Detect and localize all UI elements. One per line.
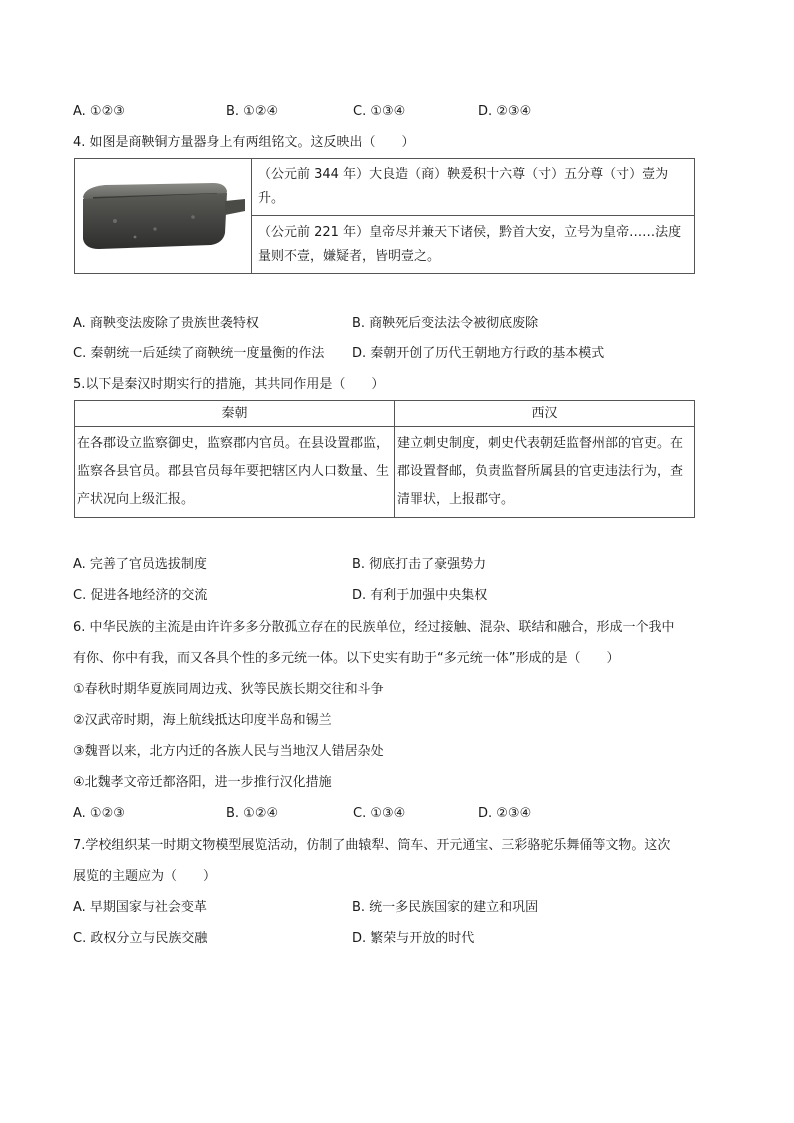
q5-cell-xihan: 建立刺史制度，刺史代表朝廷监督州部的官吏。在郡设置督邮，负责监督所属县的官吏违法行为，查清罪状，上报郡守。: [397, 436, 684, 507]
q5-cell-qin: 在各郡设立监察御史，监察郡内官员。在县设置郡监，监察各县官员。郡县官员每年要把辖区内人口数量、生产状况向上级汇报。: [75, 427, 395, 517]
q6-stem-line2: 有你、你中有我，而又各具个性的多元统一体。以下史实有助于“多元统一体”形成的是（ ）: [73, 651, 620, 666]
q4-option-a[interactable]: A. 商鞅变法废除了贵族世袭特权: [73, 316, 259, 331]
q6-options: [73, 805, 633, 823]
q4-option-c[interactable]: C. 秦朝统一后延续了商鞅统一度量衡的作法: [73, 346, 325, 361]
q4-stem: 4. 如图是商鞅铜方量器身上有两组铭文。这反映出（ ）: [73, 135, 415, 150]
q6-item-3: ③魏晋以来，北方内迁的各族人民与当地汉人错居杂处: [73, 744, 384, 759]
q7-option-c[interactable]: C. 政权分立与民族交融: [73, 931, 208, 946]
q5-option-b[interactable]: B. 彻底打击了豪强势力: [352, 557, 487, 572]
q4-options-row2: [73, 345, 713, 363]
q5-header-xihan: 西汉: [395, 401, 694, 427]
q3-options: [73, 103, 633, 121]
q5-options-row1: [73, 556, 713, 574]
q3-option-d[interactable]: D. ②③④: [478, 104, 532, 119]
q3-option-c[interactable]: C. ①③④: [353, 104, 406, 119]
q4-option-b[interactable]: B. 商鞅死后变法法令被彻底废除: [352, 316, 539, 331]
q7-option-b[interactable]: B. 统一多民族国家的建立和巩固: [352, 900, 539, 915]
bronze-measure-icon: [75, 159, 251, 273]
q5-option-c[interactable]: C. 促进各地经济的交流: [73, 588, 208, 603]
q3-option-b[interactable]: B. ①②④: [226, 104, 279, 119]
q4-options-row1: [73, 315, 713, 333]
q6-stem-line1: 6. 中华民族的主流是由许许多多分散孤立存在的民族单位，经过接触、混杂、联结和融合，形成一个我中: [73, 620, 675, 635]
q7-stem-line1: 7.学校组织某一时期文物模型展览活动，仿制了曲辕犁、筒车、开元通宝、三彩骆驼乐舞俑等文物。这次: [73, 838, 671, 853]
q7-options-row1: [73, 899, 713, 917]
q6-option-b[interactable]: B. ①②④: [226, 806, 279, 821]
q5-option-d[interactable]: D. 有利于加强中央集权: [352, 588, 488, 603]
q5-option-a[interactable]: A. 完善了官员选拔制度: [73, 557, 207, 572]
q6-item-2: ②汉武帝时期，海上航线抵达印度半岛和锡兰: [73, 713, 332, 728]
q4-option-d[interactable]: D. 秦朝开创了历代王朝地方行政的基本模式: [352, 346, 605, 361]
q7-option-a[interactable]: A. 早期国家与社会变革: [73, 900, 207, 915]
q6-option-a[interactable]: A. ①②③: [73, 806, 125, 821]
q7-option-d[interactable]: D. 繁荣与开放的时代: [352, 931, 475, 946]
q6-option-d[interactable]: D. ②③④: [478, 806, 532, 821]
q6-option-c[interactable]: C. ①③④: [353, 806, 406, 821]
q4-inscription-table: [74, 158, 695, 274]
q7-stem-line2: 展览的主题应为（ ）: [73, 869, 217, 884]
q5-options-row2: [73, 587, 713, 605]
q5-comparison-table: [74, 400, 695, 518]
inscription-2: （公元前 221 年）皇帝尽并兼天下诸侯，黔首大安，立号为皇帝……法度量则不壹，嫌疑者，皆明壹之。: [258, 225, 682, 264]
bronze-measure-image: [75, 159, 252, 273]
q5-header-qin: 秦朝: [75, 401, 395, 427]
inscription-1: （公元前 344 年）大良造（商）鞅爰积十六尊（寸）五分尊（寸）壹为升。: [252, 159, 694, 216]
q3-option-a[interactable]: A. ①②③: [73, 104, 125, 119]
q7-options-row2: [73, 930, 713, 948]
q6-item-1: ①春秋时期华夏族同周边戎、狄等民族长期交往和斗争: [73, 682, 384, 697]
q5-stem: 5.以下是秦汉时期实行的措施，其共同作用是（ ）: [73, 377, 385, 392]
q6-item-4: ④北魏孝文帝迁都洛阳，进一步推行汉化措施: [73, 775, 332, 790]
